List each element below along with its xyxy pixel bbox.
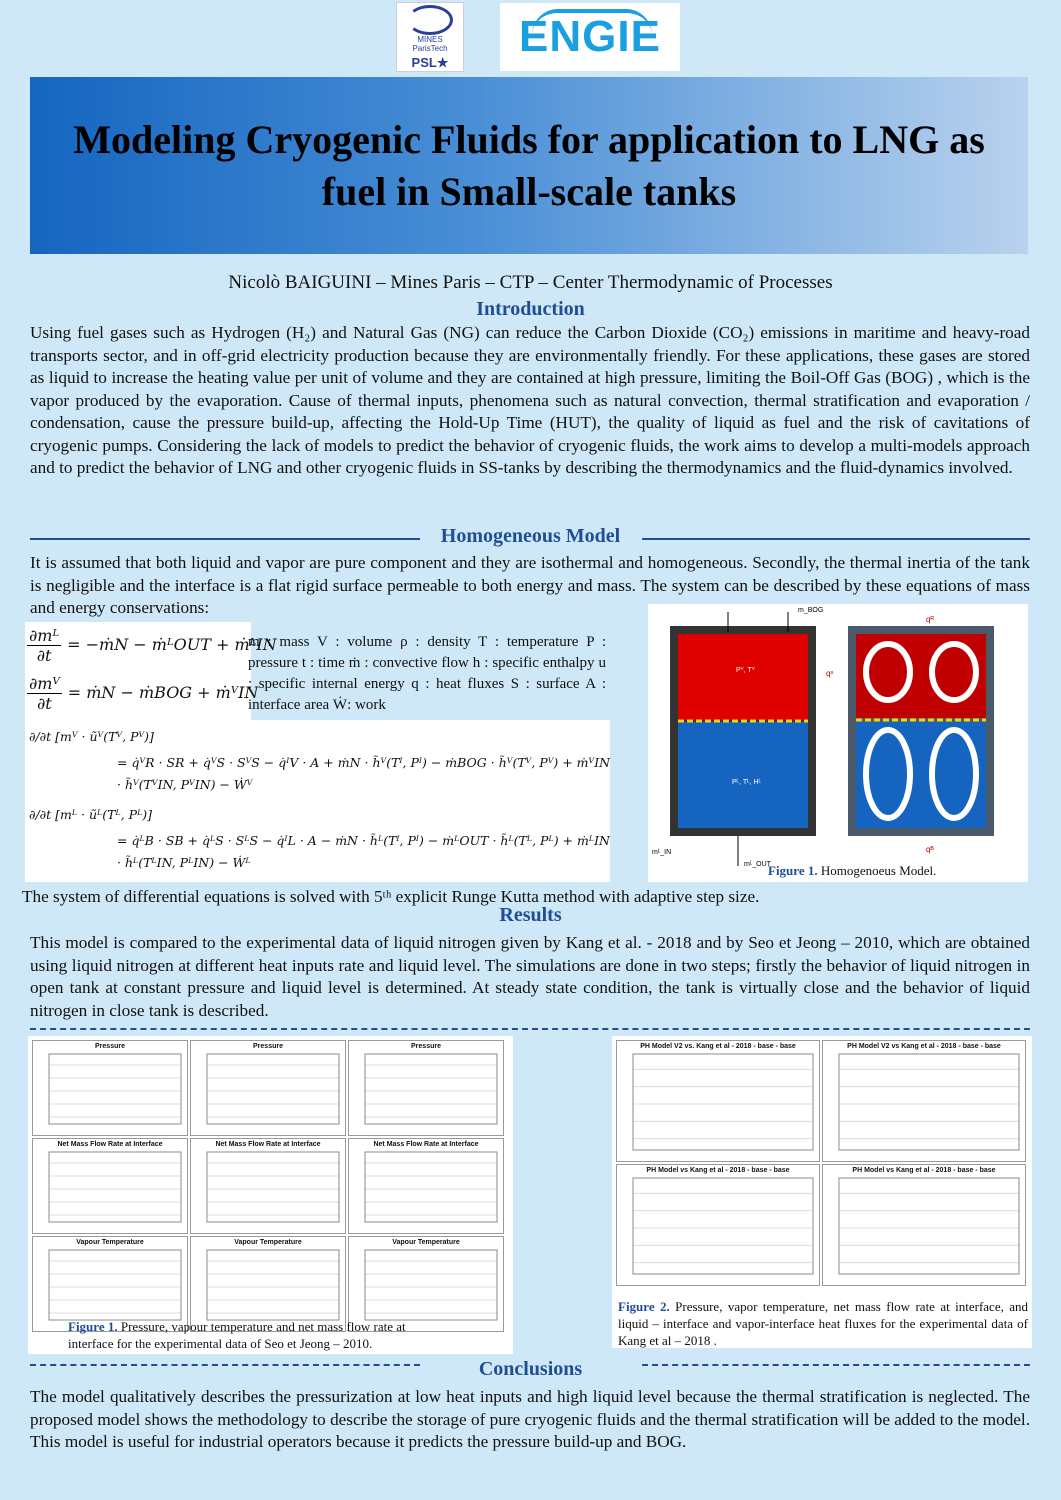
result-chart-panel [32,1040,188,1136]
result-chart-title: Vapour Temperature [392,1239,460,1246]
figure1-caption-text: Homogenoeus Model. [817,863,937,878]
result-chart-plot [825,1052,1023,1156]
eq2-denominator: ∂t [37,694,52,713]
homogeneous-text: It is assumed that both liquid and vapor are pure component and they are isothermal and homogeneous. Secondly, the thermal inertia of the tank is negligible and the interface is a flat rigid surface permeable to both energy and mass. The system can be described by these equations of mass and energy conservations: [30,553,1030,617]
left-liquid-region [678,722,808,828]
bottom-heat-flux-label: qᴮ [926,845,934,854]
chart-axes [839,1178,1019,1274]
result-chart-title: PH Model vs Kang et al - 2018 - base - base [852,1167,996,1174]
introduction-text: Using fuel gases such as Hydrogen (H₂) and Natural Gas (NG) can reduce the Carbon Dioxide (CO₂) emissions in maritime and heavy-road transports sector, and in off-grid electricity production because they are environmentally friendly. For these applications, these gases are stored as liquid to increase the heating value per unit of volume and they are contained at high pressure, limiting the Boil-Off Gas (BOG) , which is the vapor produced by the evaporation. Cause of thermal inputs, phenomena such as natural convection, thermal stratification and evaporation / condensation, cause the pressure build-up, affecting the Hold-Up Time (HUT), the quality of liquid as fuel and the risk of cavitations of cryogenic pumps. Considering the lack of models to predict the behavior of cryogenic fluids, the work aims to develop a multi-models approach and to predict the behavior of LNG and other cryogenic fluids in SS-tanks by describing the thermodynamics and the fluid-dynamics involved. [30,323,1030,477]
left-vapor-region [678,634,808,720]
liquid-state-label: Pᴸ, Tᴸ, Hᴸ [732,779,762,786]
result-chart-plot [193,1150,343,1228]
eq1-rhs: = −ṁN − ṁᴸOUT + ṁᴸIN [67,635,277,654]
vapor-state-label: Pⱽ, Tⱽ [736,667,755,674]
result-chart-title: Net Mass Flow Rate at Interface [215,1141,321,1148]
result-chart-title: Net Mass Flow Rate at Interface [57,1141,163,1148]
results-figure1-text: Pressure, vapour temperature and net mass flow rate at interface for the experimental data of Seo et Jeong – 2010. [68,1319,406,1351]
result-chart-plot [351,1248,501,1326]
engie-arc-icon [532,9,652,35]
homogeneous-model-figure [648,604,1028,882]
eq3-line2: = q̇ⱽR · SR + q̇ⱽS · SⱽS − q̇ᴵV · A + ṁN · h̃ⱽ(Tᴵ, Pᴵ) − ṁBOG · h̃ⱽ(Tⱽ, Pⱽ) + ṁⱽIN [117,755,611,770]
energy-equations-box [25,720,610,882]
result-chart-panel [190,1138,346,1234]
mines-paristech-logo [396,2,464,72]
eq3-line1: ∂/∂t [mⱽ · ũⱽ(Tⱽ, Pⱽ)] [29,729,154,744]
bog-label: m_BOG [798,607,824,614]
eq4-line1: ∂/∂t [mᴸ · ũᴸ(Tᴸ, Pᴸ)] [29,807,153,822]
results-divider [30,1028,1030,1030]
liquid-in-label: mᴸ_IN [652,849,672,856]
result-chart-plot [351,1150,501,1228]
chart-axes [633,1178,813,1274]
result-chart-title: PH Model vs Kang et al - 2018 - base - base [646,1167,790,1174]
liquid-out-label: mᴸ_OUT [744,861,771,868]
result-chart-title: PH Model V2 vs Kang et al - 2018 - base - base [847,1043,1001,1050]
result-chart-title: Pressure [411,1043,441,1050]
psl-logo-text: PSL★ [411,54,449,70]
eq4-line3: · h̃ᴸ(TᴸIN, PᴸIN) − Ẇᴸ [117,855,251,870]
figure1-caption-label: Figure 1. [768,863,818,878]
mines-logo-swirl-icon [407,5,453,35]
result-chart-panel [616,1040,820,1162]
result-chart-title: Pressure [253,1043,283,1050]
eq1-numerator: ∂mᴸ [29,626,60,645]
chart-axes [839,1054,1019,1150]
result-chart-plot [35,1052,185,1130]
result-chart-plot [35,1248,185,1326]
result-chart-panel [616,1164,820,1286]
mass-equations-box [25,622,277,720]
result-chart-plot [35,1150,185,1228]
result-chart-plot [825,1176,1023,1280]
results-figure1-label: Figure 1. [68,1319,118,1334]
eq4-line2: = q̇ᴸB · SB + q̇ᴸS · SᴸS − q̇ᴵL · A − ṁN · h̃ᴸ(Tᴵ, Pᴵ) − ṁᴸOUT · h̃ᴸ(Tᴸ, Pᴸ) + ṁᴸIN [117,833,610,848]
result-chart-plot [619,1052,817,1156]
result-chart-plot [351,1052,501,1130]
mines-logo-text-2: ParisTech [412,43,448,53]
result-chart-title: Net Mass Flow Rate at Interface [373,1141,479,1148]
result-chart-panel [348,1138,504,1234]
symbol-legend: m : mass V : volume ρ : density T : temperature P : pressure t : time ṁ : convective flow h : specific enthalpy u : specific internal energy q : heat fluxes S : surface A : interface area Ẇ: work [248,634,606,713]
homogeneous-heading: Homogeneous Model [440,525,621,547]
seo-jeong-chart-grid [28,1036,513,1354]
result-chart-title: PH Model V2 vs. Kang et al - 2018 - base - base [640,1043,796,1050]
result-chart-plot [619,1176,817,1280]
author-line: Nicolò BAIGUINI – Mines Paris – CTP – Center Thermodynamic of Processes [228,272,833,293]
results-figure2-text: Pressure, vapor temperature, net mass flow rate at interface, and liquid – interface and vapor-interface heat fluxes for the experimental data of Kang et al – 2018 . [618,1299,1029,1348]
conclusions-text: The model qualitatively describes the pressurization at low heat inputs and high liquid level because the thermal stratification is neglected. The proposed model shows the methodology to describe the storage of pure cryogenic fluids and the thermal stratification will be added to the model. This model is useful for industrial operators because it predicts the pressure build-up and BOG. [30,1387,1030,1451]
introduction-heading: Introduction [476,298,585,320]
results-figure2-caption [618,1298,1028,1349]
chart-axes [633,1054,813,1150]
result-chart-plot [193,1248,343,1326]
result-chart-panel [822,1040,1026,1162]
eq2-numerator: ∂mⱽ [29,674,60,693]
eq3-line3: · h̃ⱽ(TⱽIN, PⱽIN) − Ẇⱽ [117,777,253,792]
result-chart-title: Pressure [95,1043,125,1050]
eq2-rhs: = ṁN − ṁBOG + ṁⱽIN [67,683,259,702]
result-chart-panel [822,1164,1026,1286]
eq1-denominator: ∂t [36,646,52,665]
result-chart-plot [193,1052,343,1130]
result-chart-panel [190,1040,346,1136]
conclusions-heading: Conclusions [478,1358,583,1380]
result-chart-title: Vapour Temperature [234,1239,302,1246]
result-chart-panel [348,1040,504,1136]
engie-logo [500,3,680,71]
results-heading: Results [499,904,562,926]
engie-logo-text: ENGIE [519,12,661,61]
roof-heat-flux-label: qᴿ [926,615,935,624]
result-chart-panel [32,1138,188,1234]
results-text: This model is compared to the experimental data of liquid nitrogen given by Kang et al. - 2018 and by Seo et Jeong – 2010, which are obtained using liquid nitrogen at different heat inputs rate and liquid level. The simulations are done in two steps; firstly the behavior of liquid nitrogen in open tank at constant pressure and liquid level is determined. At steady state condition, the tank is virtually close and the behavior of liquid nitrogen in close tank is described. [30,933,1030,1020]
result-chart-title: Vapour Temperature [76,1239,144,1246]
title-banner [30,77,1028,254]
results-figure2-label: Figure 2. [618,1299,670,1314]
results-figure1-caption [68,1318,448,1352]
poster-title: Modeling Cryogenic Fluids for application to LNG as fuel in Small-scale tanks [73,116,985,214]
mines-logo-text-1: MINES [417,34,443,44]
solver-text: The system of differential equations is solved with 5ᵗʰ explicit Runge Kutta method with adaptive step size. [22,887,760,906]
side-heat-flux-label: qˢ [826,669,834,678]
tank-diagram [648,604,1028,882]
figure1-caption [768,862,1028,879]
